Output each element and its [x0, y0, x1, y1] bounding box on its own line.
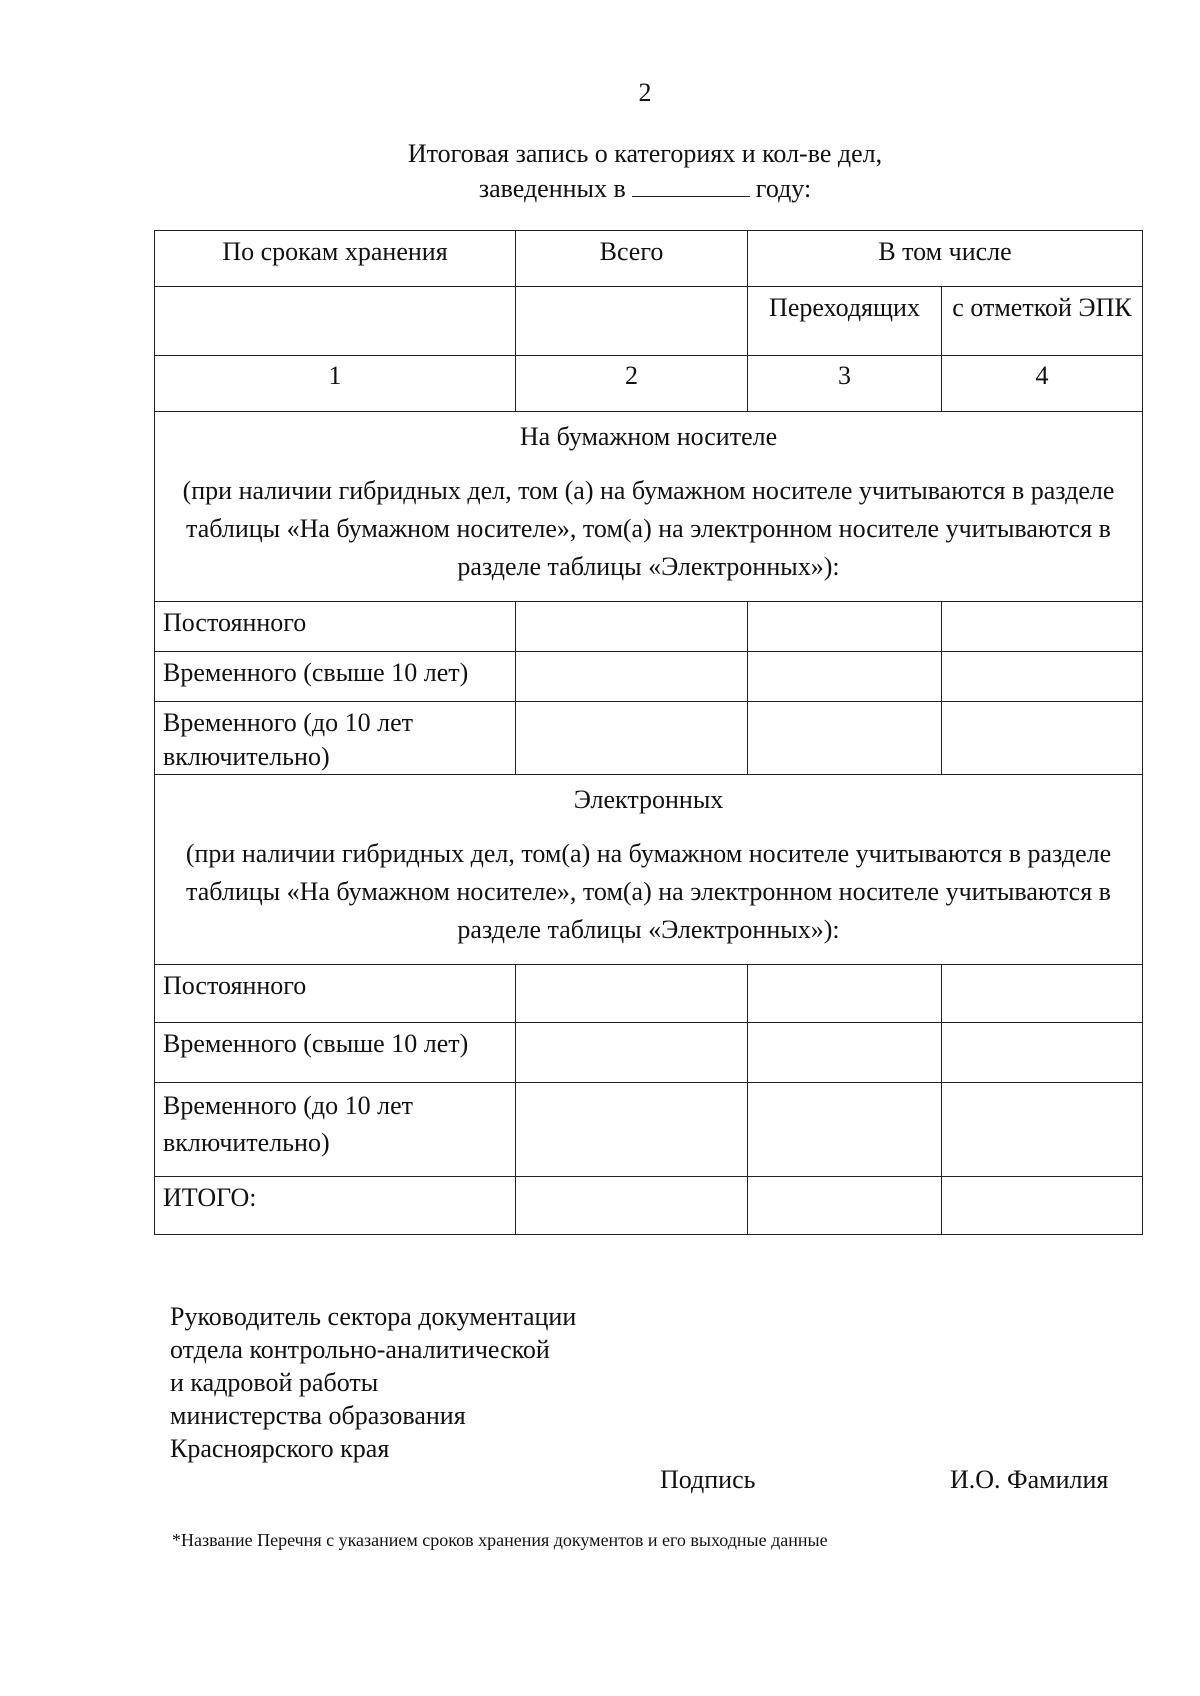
signatory-line: отдела контрольно-аналитической [170, 1335, 550, 1364]
section-electronic-title: Электронных [573, 785, 724, 814]
cell-transitional[interactable] [748, 652, 942, 702]
header-epk: с отметкой ЭПК [942, 287, 1143, 356]
cell-total[interactable] [516, 1083, 748, 1177]
cell-total[interactable] [516, 602, 748, 652]
cell-epk[interactable] [942, 965, 1143, 1023]
cell-epk[interactable] [942, 1177, 1143, 1235]
cell-epk[interactable] [942, 602, 1143, 652]
column-number: 4 [942, 356, 1143, 412]
cell-total[interactable] [516, 1023, 748, 1083]
category-label: Постоянного [155, 965, 516, 1023]
section-paper-title: На бумажном носителе [519, 422, 778, 451]
column-number: 3 [748, 356, 942, 412]
header-transitional: Переходящих [748, 287, 942, 356]
cell-total[interactable] [516, 652, 748, 702]
title-line-1: Итоговая запись о категориях и кол-ве дел, [407, 139, 883, 168]
title-line-2-suffix: году: [755, 174, 812, 203]
cell-transitional[interactable] [748, 965, 942, 1023]
table-row [155, 1083, 1143, 1177]
cell-epk[interactable] [942, 1083, 1143, 1177]
signatory-block [170, 1300, 576, 1465]
column-number: 1 [155, 356, 516, 412]
cell-epk[interactable] [942, 702, 1143, 775]
title-line-2-prefix: заведенных в [478, 174, 626, 203]
cell-transitional[interactable] [748, 1177, 942, 1235]
header-empty-cell [155, 287, 516, 356]
page-number: 2 [638, 78, 652, 107]
signatory-line: министерства образования [170, 1401, 466, 1430]
section-paper [155, 412, 1143, 602]
cell-total[interactable] [516, 1177, 748, 1235]
footnote: *Название Перечня с указанием сроков хранения документов и его выходные данные [172, 1530, 828, 1550]
signature-label: Подпись [660, 1465, 756, 1494]
cell-transitional[interactable] [748, 702, 942, 775]
category-label: Временного (свыше 10 лет) [155, 652, 516, 702]
header-empty-cell [516, 287, 748, 356]
title-line-2 [0, 171, 1200, 206]
cell-total[interactable] [516, 702, 748, 775]
year-blank-field[interactable] [632, 174, 750, 197]
table-row [155, 1023, 1143, 1083]
category-label: Временного (свыше 10 лет) [155, 1023, 516, 1083]
total-row [155, 1177, 1143, 1235]
cell-transitional[interactable] [748, 1083, 942, 1177]
header-retention: По срокам хранения [155, 231, 516, 287]
header-including: В том числе [748, 231, 1143, 287]
section-electronic-row [155, 775, 1143, 965]
cell-transitional[interactable] [748, 602, 942, 652]
column-number: 2 [516, 356, 748, 412]
table-row [155, 702, 1143, 775]
header-total: Всего [516, 231, 748, 287]
category-label: Постоянного [155, 602, 516, 652]
category-label: Временного (до 10 лет включительно) [155, 702, 516, 775]
cell-epk[interactable] [942, 652, 1143, 702]
section-electronic-note: (при наличии гибридных дел, том(а) на бумажном носителе учитываются в разделе таблицы «На бумажном носителе», том(а) на электронном носителе учитываются в разделе таблицы «Электронных»): [185, 839, 1112, 944]
header-row-2 [155, 287, 1143, 356]
total-label: ИТОГО: [155, 1177, 516, 1235]
cell-total[interactable] [516, 965, 748, 1023]
table-row [155, 652, 1143, 702]
category-label: Временного (до 10 лет включительно) [155, 1083, 516, 1177]
table-row [155, 602, 1143, 652]
table-row [155, 965, 1143, 1023]
document-title [0, 136, 1200, 206]
signatory-line: и кадровой работы [170, 1368, 379, 1397]
section-paper-note: (при наличии гибридных дел, том (а) на бумажном носителе учитываются в разделе таблицы «На бумажном носителе», том(а) на электронном носителе учитываются в разделе таблицы «Электронных»): [182, 476, 1115, 581]
signatory-name: И.О. Фамилия [950, 1465, 1109, 1494]
summary-table [154, 230, 1143, 1235]
column-numbers-row [155, 356, 1143, 412]
section-paper-row [155, 412, 1143, 602]
section-electronic [155, 775, 1143, 965]
signatory-line: Красноярского края [170, 1434, 390, 1463]
cell-transitional[interactable] [748, 1023, 942, 1083]
header-row-1 [155, 231, 1143, 287]
signatory-line: Руководитель сектора документации [170, 1302, 577, 1331]
cell-epk[interactable] [942, 1023, 1143, 1083]
